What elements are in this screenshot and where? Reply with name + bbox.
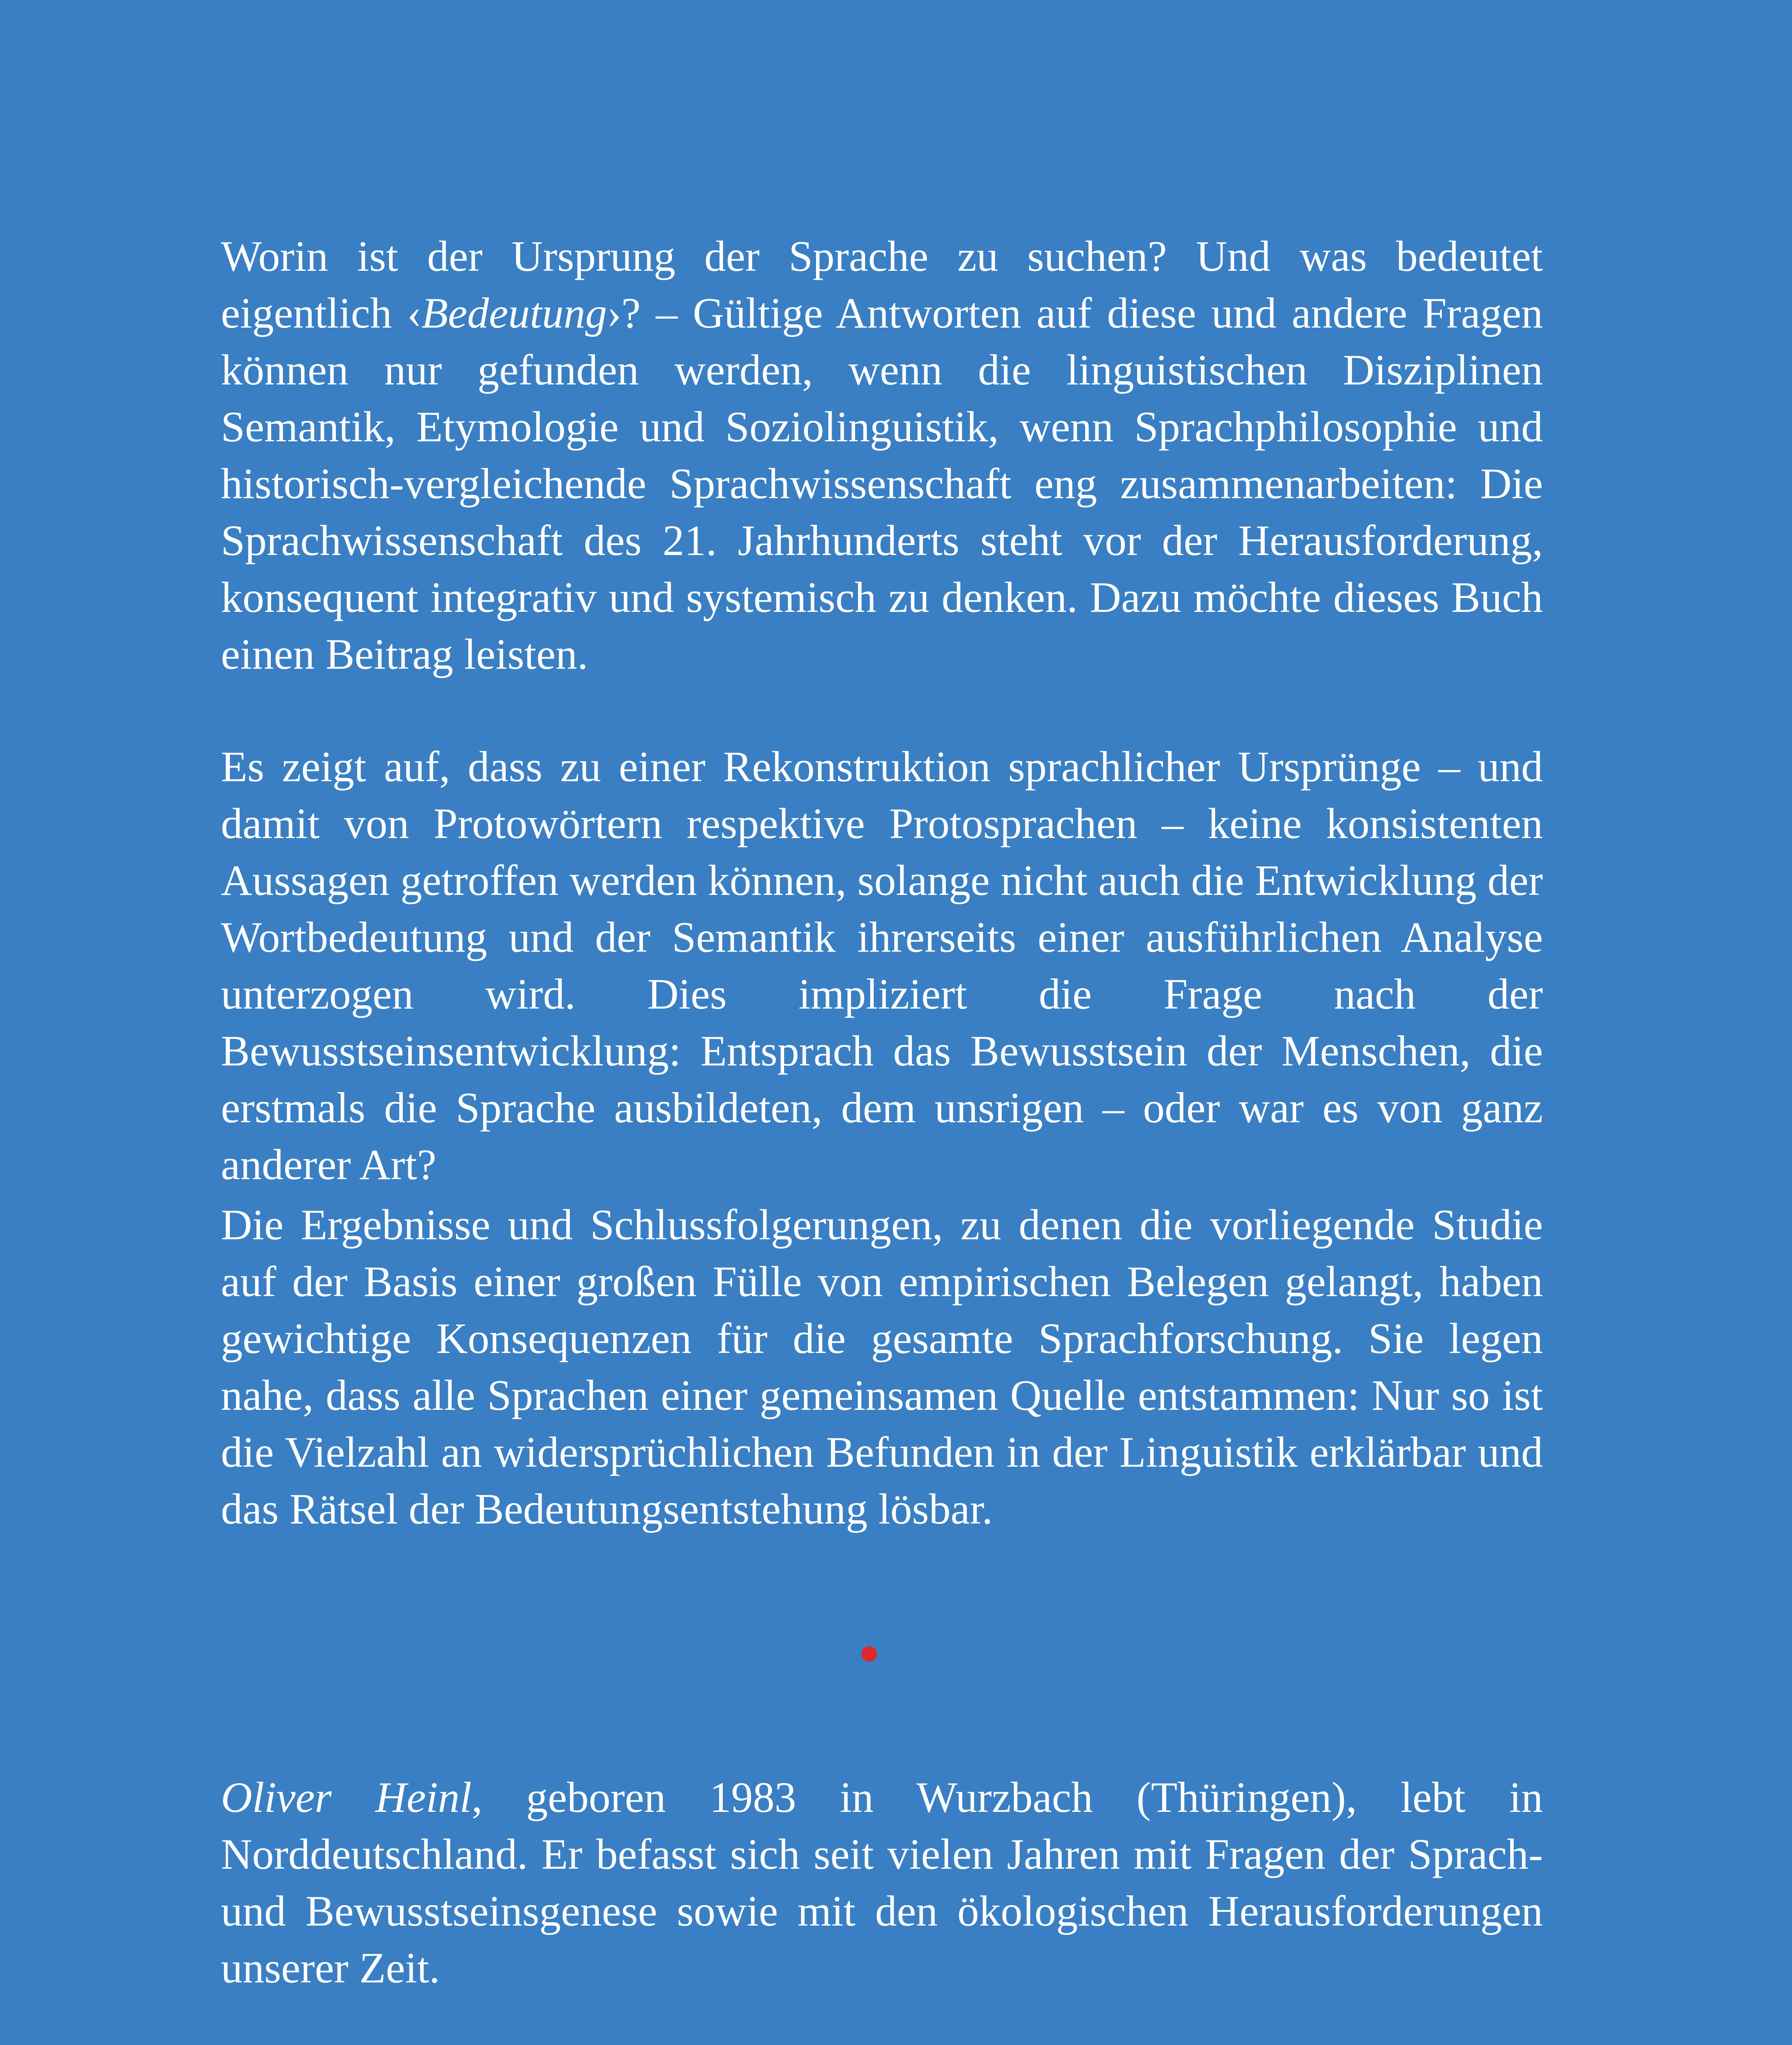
blurb-text: Die Ergebnisse und Schlussfolgerungen, zu denen die vorliegende Studie auf der Basis einer großen Fülle von empirischen Belegen gelangt, haben gewichtige Konsequenzen für die gesamte Sprachforschung. Sie legen nahe, dass alle Sprachen einer gemeinsamen Quelle entstammen: Nur so ist die Vielzahl an widersprüchlichen Befunden in der Linguistik erklärbar und das Rätsel der Bedeutungsentstehung lösbar. [221,1201,1543,1533]
blurb-text: ›? – Gültige Antworten auf diese und andere Fragen können nur gefunden werden, wenn die linguistischen Disziplinen Semantik, Etymologie und Soziolinguistik, wenn Sprachphilosophie und historisch-vergleichende Sprachwissenschaft eng zusammenarbeiten: Die Sprachwissenschaft des 21. Jahrhunderts steht vor der Herausforderung, konsequent integrativ und systemisch zu denken. Dazu möchte dieses Buch einen Beitrag leisten. [221,289,1543,678]
author-bio-text: , geboren 1983 in Wurzbach (Thüringen), lebt in Norddeutschland. Er befasst sich seit vielen Jahren mit Fragen der Sprach- und Bewusstseinsgenese sowie mit den ökologischen Herausforderungen unserer Zeit. [221,1773,1543,1992]
author-name: Oliver Heinl [221,1773,472,1821]
blurb-text: Es zeigt auf, dass zu einer Rekonstruktion sprachlicher Ursprünge – und damit von Protowörtern respektive Protosprachen – keine konsistenten Aussagen getroffen werden können, solange nicht auch die Entwicklung der Wortbedeutung und der Semantik ihrerseits einer ausführlichen Analyse unterzogen wird. Dies impliziert die Frage nach der Bewusstseinsentwicklung: Entsprach das Bewusstsein der Menschen, die erstmals die Sprache ausbildeten, dem unsrigen – oder war es von ganz anderer Art? [221,743,1543,1189]
blurb-paragraph-2 [221,738,1543,1193]
blurb-paragraph-3 [221,1196,1543,1537]
red-dot-ornament [861,1646,877,1662]
author-bio [221,1769,1543,1996]
italic-term: Bedeutung [421,289,607,337]
blurb-text: Worin ist der Ursprung der Sprache zu suchen? Und was bedeutet eigentlich ‹ [221,232,1543,337]
blurb-paragraph-1 [221,228,1543,683]
